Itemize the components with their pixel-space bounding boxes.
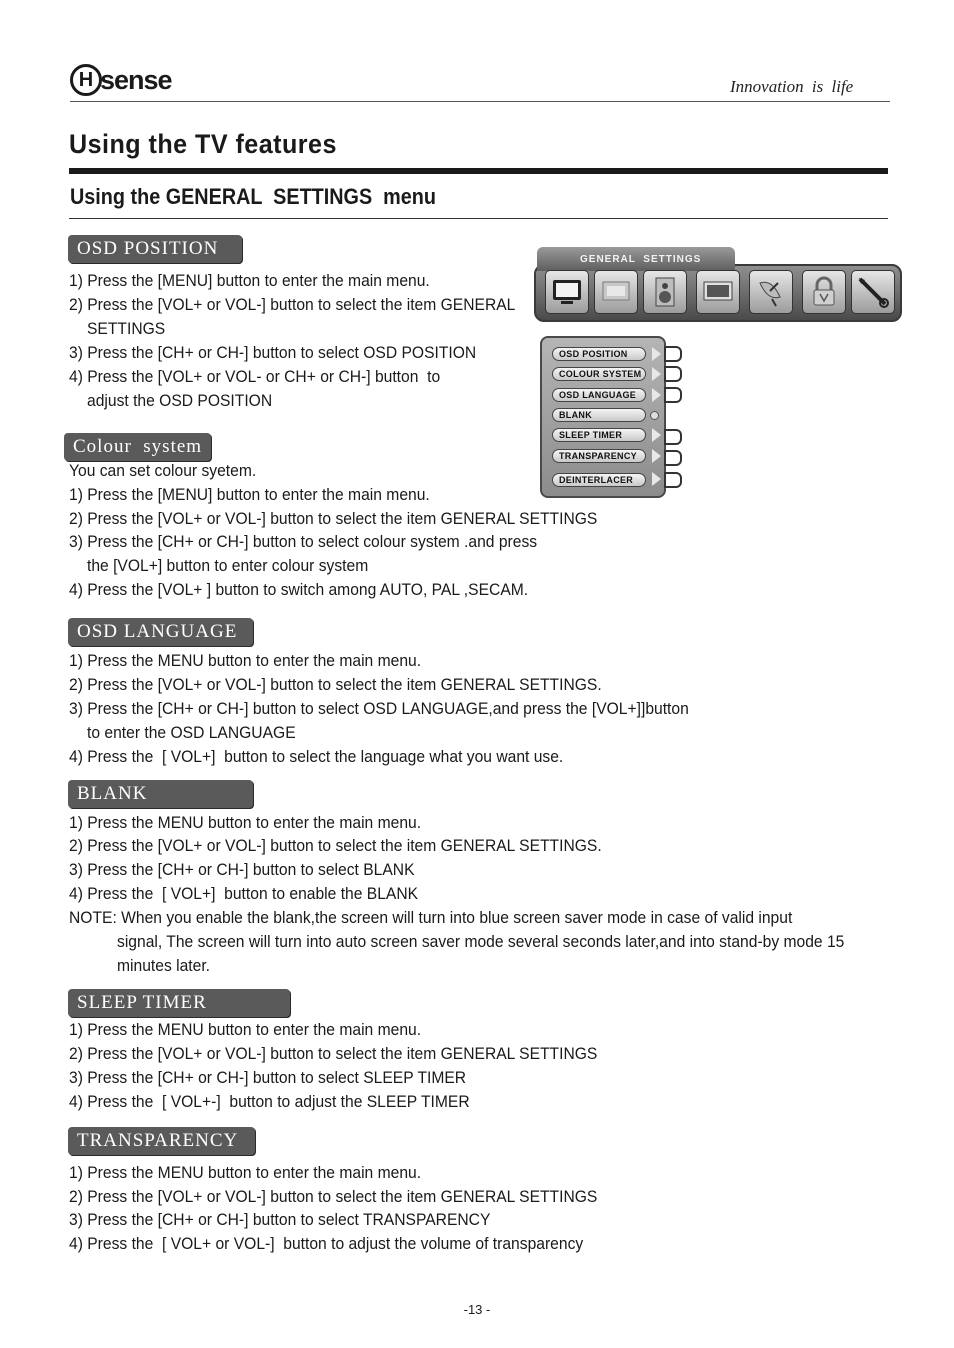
menu-item-blank: BLANK [552,408,646,422]
instruction-line: to enter the OSD LANGUAGE [87,723,296,742]
instruction-line: 3) Press the [CH+ or CH-] button to select SLEEP TIMER [69,1068,467,1087]
section-heading-blank: BLANK [68,780,253,808]
note-line: minutes later. [117,956,211,975]
instruction-line: 1) Press the MENU button to enter the main menu. [69,651,422,670]
menu-arrow-icon [652,472,661,486]
instruction-line: 1) Press the MENU button to enter the main menu. [69,813,422,832]
tv-icon [545,270,589,314]
instruction-line: 1) Press the MENU button to enter the main menu. [69,1163,422,1182]
logo-mark: H [70,64,102,96]
tagline: Innovation is life [730,77,854,96]
instruction-line: 2) Press the [VOL+ or VOL-] button to select the item GENERAL SETTINGS [69,1044,598,1063]
screen-icon [696,270,740,314]
menu-item-transparency: TRANSPARENCY [552,449,646,463]
instruction-line: 3) Press the [CH+ or CH-] button to select colour system .and press [69,532,538,551]
note-line: NOTE: When you enable the blank,the screen will turn into blue screen saver mode in case of valid input [69,908,793,927]
menu-dot-icon [650,411,659,420]
menu-side-tab [664,387,682,403]
picture-icon [594,270,638,314]
instruction-line: 2) Press the [VOL+ or VOL-] button to select the item GENERAL SETTINGS [69,1187,598,1206]
instruction-line: 4) Press the [VOL+ ] button to switch among AUTO, PAL ,SECAM. [69,580,529,599]
general-settings-tab-label: GENERAL SETTINGS [580,254,702,265]
instruction-line: 2) Press the [VOL+ or VOL-] button to select the item GENERAL SETTINGS [69,509,598,528]
instruction-line: 3) Press the [CH+ or CH-] button to select BLANK [69,860,415,879]
instruction-line: 3) Press the [CH+ or CH-] button to select OSD LANGUAGE,and press the [VOL+]]button [69,699,689,718]
lock-icon [802,270,846,314]
menu-item-osd-position: OSD POSITION [552,347,646,361]
menu-arrow-icon [652,347,661,361]
menu-arrow-icon [652,449,661,463]
menu-item-osd-language: OSD LANGUAGE [552,388,646,402]
page-number: -13 - [463,1302,491,1317]
brand-logo [70,62,172,98]
instruction-line: SETTINGS [87,319,166,338]
satellite-dish-icon [749,270,793,314]
instruction-line: 1) Press the [MENU] button to enter the main menu. [69,485,430,504]
menu-side-tab [664,346,682,362]
menu-side-tab [664,429,682,445]
menu-arrow-icon [652,428,661,442]
instruction-line: You can set colour syetem. [69,461,257,480]
menu-item-deinterlacer: DEINTERLACER [552,473,646,487]
instruction-line: 3) Press the [CH+ or CH-] button to select TRANSPARENCY [69,1210,491,1229]
menu-item-colour-system: COLOUR SYSTEM [552,367,646,381]
section-heading-sleep-timer: SLEEP TIMER [68,989,290,1017]
section-heading-osd-position: OSD POSITION [68,235,242,263]
logo-text: sense [100,64,172,95]
instruction-line: 4) Press the [ VOL+] button to enable the BLANK [69,884,419,903]
instruction-line: 4) Press the [ VOL+-] button to adjust the SLEEP TIMER [69,1092,470,1111]
instruction-line: 2) Press the [VOL+ or VOL-] button to select the item GENERAL [69,295,516,314]
instruction-line: the [VOL+] button to enter colour system [87,556,369,575]
instruction-line: 3) Press the [CH+ or CH-] button to select OSD POSITION [69,343,477,362]
instruction-line: 2) Press the [VOL+ or VOL-] button to select the item GENERAL SETTINGS. [69,836,602,855]
instruction-line: 1) Press the MENU button to enter the main menu. [69,1020,422,1039]
section-heading-transparency: TRANSPARENCY [68,1127,255,1155]
instruction-line: 4) Press the [ VOL+] button to select the language what you want use. [69,747,564,766]
instruction-line: 1) Press the [MENU] button to enter the main menu. [69,271,430,290]
page-title: Using the TV features [69,129,337,159]
subtitle-divider [69,218,888,219]
instruction-line: adjust the OSD POSITION [87,391,273,410]
menu-arrow-icon [652,367,661,381]
note-line: signal, The screen will turn into auto screen saver mode several seconds later,and into stand-by mode 15 [117,932,845,951]
section-heading-osd-language: OSD LANGUAGE [68,618,253,646]
tools-icon [851,270,895,314]
menu-arrow-icon [652,388,661,402]
instruction-line: 4) Press the [ VOL+ or VOL-] button to adjust the volume of transparency [69,1234,584,1253]
speaker-icon [643,270,687,314]
menu-side-tab [664,366,682,382]
instruction-line: 4) Press the [VOL+ or VOL- or CH+ or CH-] button to [69,367,441,386]
menu-side-tab [664,450,682,466]
instruction-line: 2) Press the [VOL+ or VOL-] button to select the item GENERAL SETTINGS. [69,675,602,694]
section-heading-colour-system: Colour system [64,433,211,461]
title-divider [69,168,888,174]
menu-item-sleep-timer: SLEEP TIMER [552,428,646,442]
section-title: Using the GENERAL SETTINGS menu [70,184,436,209]
header-divider [70,101,890,102]
menu-side-tab [664,472,682,488]
